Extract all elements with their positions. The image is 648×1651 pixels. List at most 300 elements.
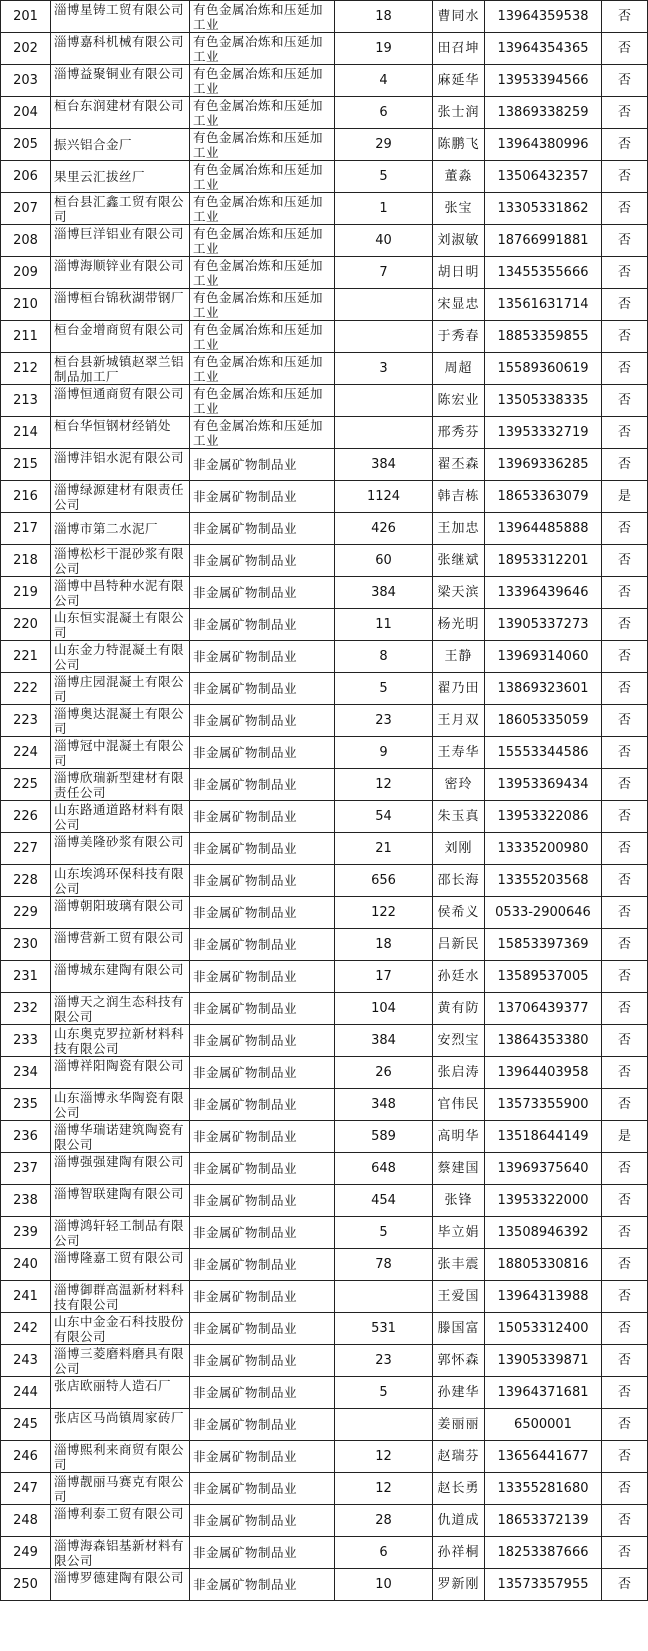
table-row: [1, 97, 648, 129]
industry-name: 有色金属冶炼和压延加工业: [193, 161, 324, 192]
employee-count-cell: 384: [335, 1025, 433, 1057]
company-name: 淄博华瑞诺建筑陶瓷有限公司: [54, 1121, 185, 1152]
table-row: [1, 1537, 648, 1569]
table-row: [1, 545, 648, 577]
company-name: 山东淄博永华陶瓷有限公司: [54, 1089, 185, 1120]
table-row: [1, 929, 648, 961]
table-row: [1, 801, 648, 833]
status-flag-cell: 否: [602, 705, 648, 737]
industry-name: 非金属矿物制品业: [193, 1384, 298, 1400]
industry-name-cell: [190, 1217, 335, 1249]
status-flag-cell: 否: [602, 321, 648, 353]
contact-person-cell: 田召坤: [433, 33, 485, 65]
company-name-cell: [51, 865, 190, 897]
row-number-cell: 237: [1, 1153, 51, 1185]
employee-count-cell: 26: [335, 1057, 433, 1089]
phone-number-cell: 13335200980: [485, 833, 602, 865]
status-flag-cell: 否: [602, 1569, 648, 1601]
status-flag-cell: 否: [602, 417, 648, 449]
status-flag-cell: 否: [602, 513, 648, 545]
industry-name-cell: [190, 1313, 335, 1345]
phone-number-cell: 13455355666: [485, 257, 602, 289]
table-row: [1, 1185, 648, 1217]
contact-person-cell: 宋显忠: [433, 289, 485, 321]
company-name: 淄博御群高温新材料科技有限公司: [54, 1281, 185, 1312]
contact-person-cell: 姜丽丽: [433, 1409, 485, 1441]
table-row: [1, 257, 648, 289]
industry-name: 有色金属冶炼和压延加工业: [193, 417, 324, 448]
status-flag-cell: 否: [602, 353, 648, 385]
status-flag-cell: 否: [602, 993, 648, 1025]
contact-person-cell: 张丰震: [433, 1249, 485, 1281]
row-number-cell: 236: [1, 1121, 51, 1153]
company-name-cell: [51, 1185, 190, 1217]
industry-name: 非金属矿物制品业: [193, 1224, 298, 1240]
row-number-cell: 229: [1, 897, 51, 929]
contact-person-cell: 孙廷水: [433, 961, 485, 993]
industry-name: 有色金属冶炼和压延加工业: [193, 225, 324, 256]
status-flag-cell: 否: [602, 1025, 648, 1057]
employee-count-cell: 384: [335, 577, 433, 609]
phone-number-cell: 13355281680: [485, 1473, 602, 1505]
industry-name-cell: [190, 193, 335, 225]
company-name: 淄博星铸工贸有限公司: [54, 1, 185, 17]
industry-name-cell: [190, 1377, 335, 1409]
status-flag-cell: 否: [602, 769, 648, 801]
company-name: 山东恒实混凝土有限公司: [54, 609, 185, 640]
industry-name: 非金属矿物制品业: [193, 1160, 298, 1176]
industry-name-cell: [190, 353, 335, 385]
employee-count-cell: 454: [335, 1185, 433, 1217]
status-flag-cell: 否: [602, 385, 648, 417]
industry-name: 有色金属冶炼和压延加工业: [193, 193, 324, 224]
contact-person-cell: 黄有防: [433, 993, 485, 1025]
employee-count-cell: [335, 385, 433, 417]
company-name-cell: [51, 1345, 190, 1377]
industry-name-cell: [190, 1505, 335, 1537]
company-name-cell: [51, 353, 190, 385]
contact-person-cell: 于秀春: [433, 321, 485, 353]
company-name-cell: [51, 1249, 190, 1281]
industry-name-cell: [190, 1, 335, 33]
employee-count-cell: 6: [335, 97, 433, 129]
industry-name: 非金属矿物制品业: [193, 680, 298, 696]
employee-count-cell: 104: [335, 993, 433, 1025]
status-flag-cell: 否: [602, 1345, 648, 1377]
employee-count-cell: 5: [335, 673, 433, 705]
phone-number-cell: 13396439646: [485, 577, 602, 609]
table-row: [1, 673, 648, 705]
company-name: 山东路通道路材料有限公司: [54, 801, 185, 832]
phone-number-cell: 13953332719: [485, 417, 602, 449]
status-flag-cell: 否: [602, 577, 648, 609]
company-name-cell: [51, 1281, 190, 1313]
table-row: [1, 321, 648, 353]
table-row: [1, 513, 648, 545]
industry-name-cell: [190, 257, 335, 289]
row-number-cell: 220: [1, 609, 51, 641]
status-flag-cell: 否: [602, 545, 648, 577]
table-row: [1, 1505, 648, 1537]
industry-name-cell: [190, 1569, 335, 1601]
industry-name-cell: [190, 1153, 335, 1185]
table-row: [1, 1089, 648, 1121]
company-name-cell: [51, 673, 190, 705]
company-name-cell: [51, 97, 190, 129]
contact-person-cell: 邵长海: [433, 865, 485, 897]
employee-count-cell: 7: [335, 257, 433, 289]
phone-number-cell: 13561631714: [485, 289, 602, 321]
employee-count-cell: 8: [335, 641, 433, 673]
employee-count-cell: 23: [335, 1345, 433, 1377]
company-name-cell: [51, 1441, 190, 1473]
phone-number-cell: 13964403958: [485, 1057, 602, 1089]
phone-number-cell: 13964371681: [485, 1377, 602, 1409]
table-row: [1, 1, 648, 33]
industry-name-cell: [190, 641, 335, 673]
industry-name: 非金属矿物制品业: [193, 552, 298, 568]
contact-person-cell: 胡日明: [433, 257, 485, 289]
employee-count-cell: 18: [335, 1, 433, 33]
employee-count-cell: 9: [335, 737, 433, 769]
employee-count-cell: 17: [335, 961, 433, 993]
phone-number-cell: 13505338335: [485, 385, 602, 417]
industry-name-cell: [190, 737, 335, 769]
company-name-cell: [51, 1409, 190, 1441]
industry-name-cell: [190, 577, 335, 609]
table-row: [1, 193, 648, 225]
table-row: [1, 1249, 648, 1281]
company-name-cell: [51, 961, 190, 993]
industry-name-cell: [190, 897, 335, 929]
phone-number-cell: 13864353380: [485, 1025, 602, 1057]
status-flag-cell: 否: [602, 833, 648, 865]
phone-number-cell: 18605335059: [485, 705, 602, 737]
employee-count-cell: 426: [335, 513, 433, 545]
phone-number-cell: 13869323601: [485, 673, 602, 705]
phone-number-cell: 13573357955: [485, 1569, 602, 1601]
row-number-cell: 202: [1, 33, 51, 65]
status-flag-cell: 否: [602, 1185, 648, 1217]
phone-number-cell: 6500001: [485, 1409, 602, 1441]
industry-name-cell: [190, 481, 335, 513]
company-name: 淄博三菱磨料磨具有限公司: [54, 1345, 185, 1376]
employee-count-cell: 40: [335, 225, 433, 257]
contact-person-cell: 梁天滨: [433, 577, 485, 609]
row-number-cell: 213: [1, 385, 51, 417]
industry-name-cell: [190, 1249, 335, 1281]
table-row: [1, 1409, 648, 1441]
employee-count-cell: 12: [335, 1441, 433, 1473]
contact-person-cell: 张士润: [433, 97, 485, 129]
row-number-cell: 218: [1, 545, 51, 577]
employee-count-cell: [335, 1281, 433, 1313]
employee-count-cell: 3: [335, 353, 433, 385]
phone-number-cell: 13964313988: [485, 1281, 602, 1313]
industry-name: 有色金属冶炼和压延加工业: [193, 1, 324, 32]
phone-number-cell: 13518644149: [485, 1121, 602, 1153]
contact-person-cell: 陈鹏飞: [433, 129, 485, 161]
status-flag-cell: 否: [602, 737, 648, 769]
company-name: 淄博庄园混凝土有限公司: [54, 673, 185, 704]
row-number-cell: 241: [1, 1281, 51, 1313]
contact-person-cell: 杨光明: [433, 609, 485, 641]
company-name: 桓台东润建材有限公司: [54, 97, 185, 113]
industry-name-cell: [190, 33, 335, 65]
contact-person-cell: 翟乃田: [433, 673, 485, 705]
industry-name-cell: [190, 1409, 335, 1441]
industry-name: 有色金属冶炼和压延加工业: [193, 33, 324, 64]
industry-name-cell: [190, 65, 335, 97]
row-number-cell: 224: [1, 737, 51, 769]
industry-name: 非金属矿物制品业: [193, 1480, 298, 1496]
company-name-cell: [51, 1217, 190, 1249]
status-flag-cell: 是: [602, 481, 648, 513]
row-number-cell: 234: [1, 1057, 51, 1089]
company-name: 淄博城东建陶有限公司: [54, 961, 185, 977]
phone-number-cell: 0533-2900646: [485, 897, 602, 929]
industry-name: 有色金属冶炼和压延加工业: [193, 321, 324, 352]
row-number-cell: 221: [1, 641, 51, 673]
company-name: 淄博利泰工贸有限公司: [54, 1505, 185, 1521]
contact-person-cell: 张继斌: [433, 545, 485, 577]
company-name-cell: [51, 1377, 190, 1409]
company-name-cell: [51, 1313, 190, 1345]
row-number-cell: 239: [1, 1217, 51, 1249]
company-name-cell: [51, 33, 190, 65]
status-flag-cell: 否: [602, 65, 648, 97]
status-flag-cell: 否: [602, 865, 648, 897]
contact-person-cell: 陈宏业: [433, 385, 485, 417]
status-flag-cell: 否: [602, 1, 648, 33]
phone-number-cell: 13706439377: [485, 993, 602, 1025]
employee-count-cell: 531: [335, 1313, 433, 1345]
table-row: [1, 161, 648, 193]
company-name: 淄博罗德建陶有限公司: [54, 1569, 185, 1585]
status-flag-cell: 否: [602, 1377, 648, 1409]
industry-name: 非金属矿物制品业: [193, 648, 298, 664]
company-name: 桓台县汇鑫工贸有限公司: [54, 193, 185, 224]
table-row: [1, 1473, 648, 1505]
industry-name: 非金属矿物制品业: [193, 616, 298, 632]
contact-person-cell: 王加忠: [433, 513, 485, 545]
industry-name: 非金属矿物制品业: [193, 1256, 298, 1272]
company-name-cell: [51, 513, 190, 545]
table-row: [1, 129, 648, 161]
industry-name: 非金属矿物制品业: [193, 1416, 298, 1432]
industry-name: 非金属矿物制品业: [193, 1032, 298, 1048]
company-name-cell: [51, 1505, 190, 1537]
table-row: [1, 769, 648, 801]
table-row: [1, 1281, 648, 1313]
company-name: 淄博朝阳玻璃有限公司: [54, 897, 185, 913]
phone-number-cell: 13573355900: [485, 1089, 602, 1121]
company-name-cell: [51, 161, 190, 193]
industry-name-cell: [190, 609, 335, 641]
phone-number-cell: 13964380996: [485, 129, 602, 161]
contact-person-cell: 侯希义: [433, 897, 485, 929]
row-number-cell: 246: [1, 1441, 51, 1473]
row-number-cell: 243: [1, 1345, 51, 1377]
phone-number-cell: 18853359855: [485, 321, 602, 353]
company-name-cell: [51, 801, 190, 833]
employee-count-cell: 5: [335, 1377, 433, 1409]
industry-name: 非金属矿物制品业: [193, 1352, 298, 1368]
table-row: [1, 609, 648, 641]
employee-count-cell: 19: [335, 33, 433, 65]
phone-number-cell: 13953322000: [485, 1185, 602, 1217]
contact-person-cell: 曹同水: [433, 1, 485, 33]
industry-name-cell: [190, 961, 335, 993]
row-number-cell: 203: [1, 65, 51, 97]
company-name-cell: [51, 1121, 190, 1153]
company-name: 淄博美隆砂浆有限公司: [54, 833, 185, 849]
industry-name-cell: [190, 321, 335, 353]
industry-name-cell: [190, 225, 335, 257]
table-row: [1, 961, 648, 993]
phone-number-cell: 15553344586: [485, 737, 602, 769]
status-flag-cell: 否: [602, 897, 648, 929]
status-flag-cell: 否: [602, 1409, 648, 1441]
phone-number-cell: 13305331862: [485, 193, 602, 225]
table-row: [1, 449, 648, 481]
phone-number-cell: 13656441677: [485, 1441, 602, 1473]
status-flag-cell: 否: [602, 257, 648, 289]
industry-name-cell: [190, 513, 335, 545]
industry-name: 非金属矿物制品业: [193, 1512, 298, 1528]
company-name: 桓台县新城镇赵翠兰铝制品加工厂: [54, 353, 185, 384]
row-number-cell: 214: [1, 417, 51, 449]
employee-count-cell: 28: [335, 1505, 433, 1537]
industry-name: 非金属矿物制品业: [193, 520, 298, 536]
industry-name: 有色金属冶炼和压延加工业: [193, 257, 324, 288]
contact-person-cell: 赵瑞芬: [433, 1441, 485, 1473]
row-number-cell: 233: [1, 1025, 51, 1057]
status-flag-cell: 否: [602, 1249, 648, 1281]
table-row: [1, 385, 648, 417]
row-number-cell: 228: [1, 865, 51, 897]
phone-number-cell: 13905337273: [485, 609, 602, 641]
row-number-cell: 216: [1, 481, 51, 513]
industry-name-cell: [190, 449, 335, 481]
industry-name-cell: [190, 801, 335, 833]
phone-number-cell: 15053312400: [485, 1313, 602, 1345]
status-flag-cell: 是: [602, 1121, 648, 1153]
status-flag-cell: 否: [602, 609, 648, 641]
status-flag-cell: 否: [602, 961, 648, 993]
company-name: 淄博鸿轩轻工制品有限公司: [54, 1217, 185, 1248]
contact-person-cell: 朱玉真: [433, 801, 485, 833]
table-row: [1, 1569, 648, 1601]
industry-name-cell: [190, 1345, 335, 1377]
contact-person-cell: 张宝: [433, 193, 485, 225]
row-number-cell: 212: [1, 353, 51, 385]
company-name: 桓台金增商贸有限公司: [54, 321, 185, 337]
employee-count-cell: 12: [335, 1473, 433, 1505]
industry-name-cell: [190, 129, 335, 161]
industry-name-cell: [190, 1057, 335, 1089]
industry-name: 非金属矿物制品业: [193, 584, 298, 600]
table-row: [1, 705, 648, 737]
row-number-cell: 232: [1, 993, 51, 1025]
industry-name: 非金属矿物制品业: [193, 1000, 298, 1016]
employee-count-cell: [335, 1409, 433, 1441]
row-number-cell: 244: [1, 1377, 51, 1409]
table-row: [1, 577, 648, 609]
industry-name: 非金属矿物制品业: [193, 968, 298, 984]
employee-count-cell: 78: [335, 1249, 433, 1281]
company-name: 淄博天之润生态科技有限公司: [54, 993, 185, 1024]
industry-name: 非金属矿物制品业: [193, 776, 298, 792]
industry-name-cell: [190, 1185, 335, 1217]
phone-number-cell: 13508946392: [485, 1217, 602, 1249]
company-name-cell: [51, 449, 190, 481]
status-flag-cell: 否: [602, 97, 648, 129]
industry-name: 非金属矿物制品业: [193, 712, 298, 728]
contact-person-cell: 罗新刚: [433, 1569, 485, 1601]
company-name: 淄博海森铝基新材料有限公司: [54, 1537, 185, 1568]
table-row: [1, 417, 648, 449]
contact-person-cell: 王月双: [433, 705, 485, 737]
industry-name-cell: [190, 865, 335, 897]
contact-person-cell: 赵长勇: [433, 1473, 485, 1505]
employee-count-cell: 10: [335, 1569, 433, 1601]
row-number-cell: 230: [1, 929, 51, 961]
company-name-cell: [51, 1569, 190, 1601]
row-number-cell: 235: [1, 1089, 51, 1121]
status-flag-cell: 否: [602, 801, 648, 833]
phone-number-cell: 13869338259: [485, 97, 602, 129]
employee-count-cell: 54: [335, 801, 433, 833]
employee-count-cell: 348: [335, 1089, 433, 1121]
employee-count-cell: 1: [335, 193, 433, 225]
company-name-cell: [51, 833, 190, 865]
industry-name: 非金属矿物制品业: [193, 936, 298, 952]
employee-count-cell: 656: [335, 865, 433, 897]
table-row: [1, 65, 648, 97]
table-row: [1, 33, 648, 65]
table-row: [1, 1217, 648, 1249]
industry-name: 非金属矿物制品业: [193, 1544, 298, 1560]
company-name: 淄博巨洋铝业有限公司: [54, 225, 185, 241]
phone-number-cell: 13905339871: [485, 1345, 602, 1377]
company-name-cell: [51, 993, 190, 1025]
row-number-cell: 209: [1, 257, 51, 289]
company-name-cell: [51, 65, 190, 97]
industry-name-cell: [190, 833, 335, 865]
industry-name: 非金属矿物制品业: [193, 840, 298, 856]
row-number-cell: 222: [1, 673, 51, 705]
employee-count-cell: 29: [335, 129, 433, 161]
contact-person-cell: 安烈宝: [433, 1025, 485, 1057]
industry-name: 有色金属冶炼和压延加工业: [193, 289, 324, 320]
phone-number-cell: 18953312201: [485, 545, 602, 577]
company-name: 淄博市第二水泥厂: [54, 520, 159, 536]
industry-name-cell: [190, 1473, 335, 1505]
table-row: [1, 641, 648, 673]
table-row: [1, 1313, 648, 1345]
table-row: [1, 737, 648, 769]
status-flag-cell: 否: [602, 289, 648, 321]
company-name: 果里云汇拔丝厂: [54, 168, 146, 184]
contact-person-cell: 刘刚: [433, 833, 485, 865]
industry-name-cell: [190, 929, 335, 961]
row-number-cell: 204: [1, 97, 51, 129]
phone-number-cell: 18805330816: [485, 1249, 602, 1281]
industry-name: 有色金属冶炼和压延加工业: [193, 353, 324, 384]
row-number-cell: 248: [1, 1505, 51, 1537]
contact-person-cell: 滕国富: [433, 1313, 485, 1345]
